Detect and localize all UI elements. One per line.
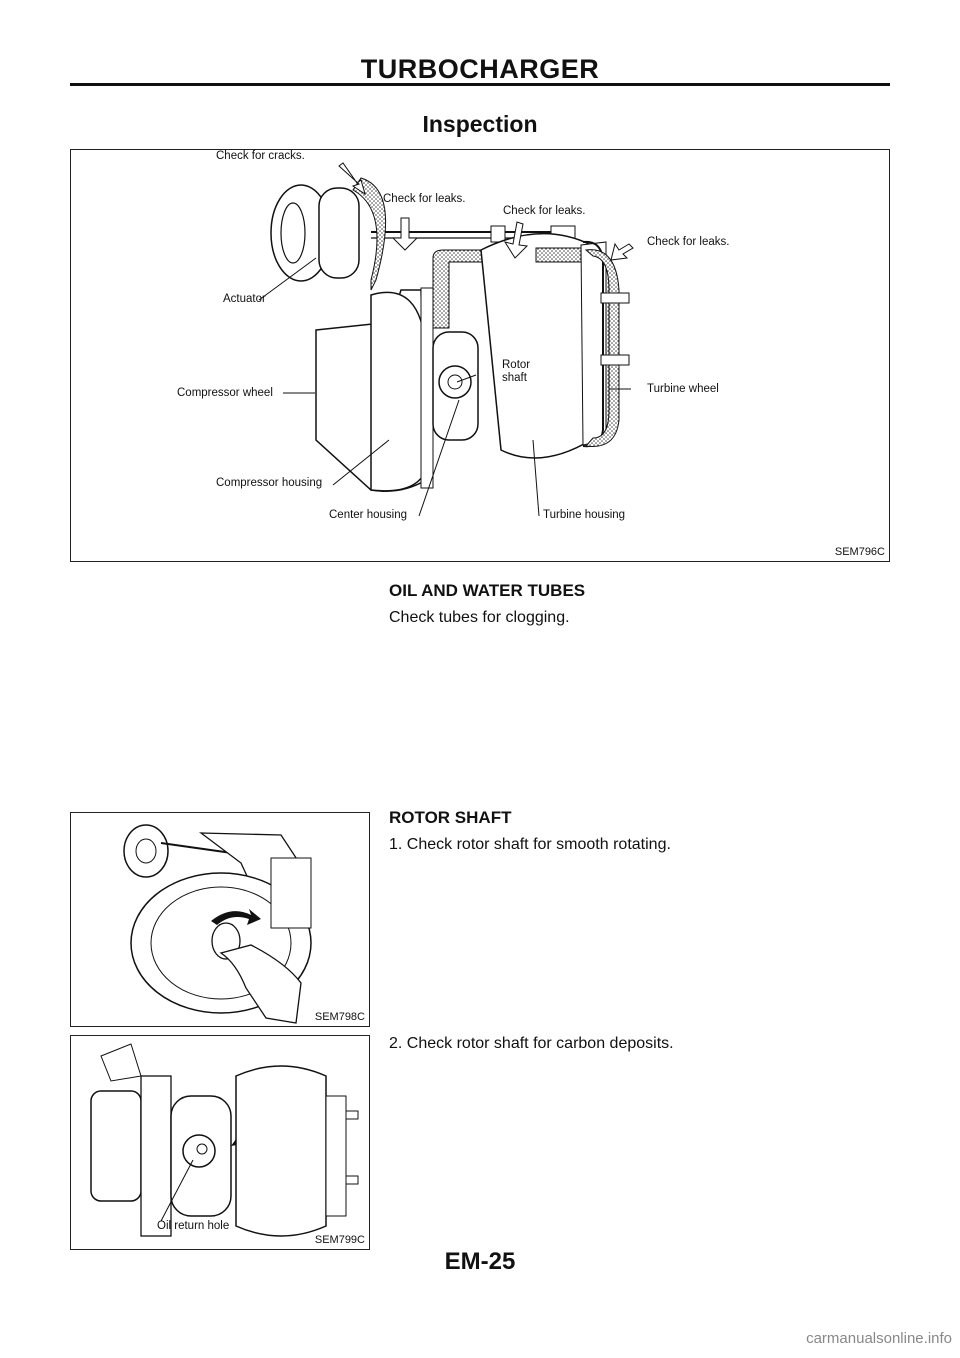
callout-compressor-wheel: Compressor wheel [177, 387, 273, 399]
callout-center-housing: Center housing [329, 509, 407, 521]
page-header-title: TURBOCHARGER [360, 54, 600, 84]
watermark-text: carmanualsonline.info [806, 1330, 952, 1347]
callout-actuator: Actuator [223, 293, 266, 305]
callout-check-leaks-3: Check for leaks. [647, 236, 730, 248]
carbon-deposit-figure [70, 1035, 370, 1250]
callout-compressor-housing: Compressor housing [216, 477, 323, 489]
figure-code: SEM798C [314, 1011, 365, 1023]
callout-check-leaks-1: Check for leaks. [383, 193, 466, 205]
callout-check-leaks-2: Check for leaks. [503, 205, 586, 217]
oil-water-tubes-heading: OIL AND WATER TUBES [389, 581, 586, 600]
rotor-shaft-step-2: 2. Check rotor shaft for carbon deposits. [389, 1035, 674, 1052]
callout-rotor-shaft-line2: shaft [502, 372, 527, 384]
section-title: Inspection [422, 111, 538, 137]
callout-oil-return-hole: Oil return hole [157, 1220, 230, 1232]
callout-turbine-housing: Turbine housing [543, 509, 626, 521]
callout-rotor-shaft-line1: Rotor [502, 359, 531, 371]
rotor-shaft-step-1: 1. Check rotor shaft for smooth rotating. [389, 836, 671, 853]
page-number: EM-25 [444, 1248, 516, 1275]
callout-turbine-wheel: Turbine wheel [647, 383, 719, 395]
rotor-shaft-heading: ROTOR SHAFT [389, 808, 512, 827]
carbon-deposit-illustration [71, 1036, 369, 1249]
turbocharger-illustration [71, 150, 889, 561]
turbocharger-inspection-figure [70, 149, 890, 562]
oil-water-tubes-text: Check tubes for clogging. [389, 609, 570, 626]
header-divider [70, 83, 890, 86]
figure-code: SEM799C [314, 1234, 365, 1246]
rotor-rotation-illustration [71, 813, 369, 1026]
rotor-rotation-figure [70, 812, 370, 1027]
callout-check-cracks: Check for cracks. [216, 150, 305, 162]
figure-code: SEM796C [834, 546, 885, 558]
